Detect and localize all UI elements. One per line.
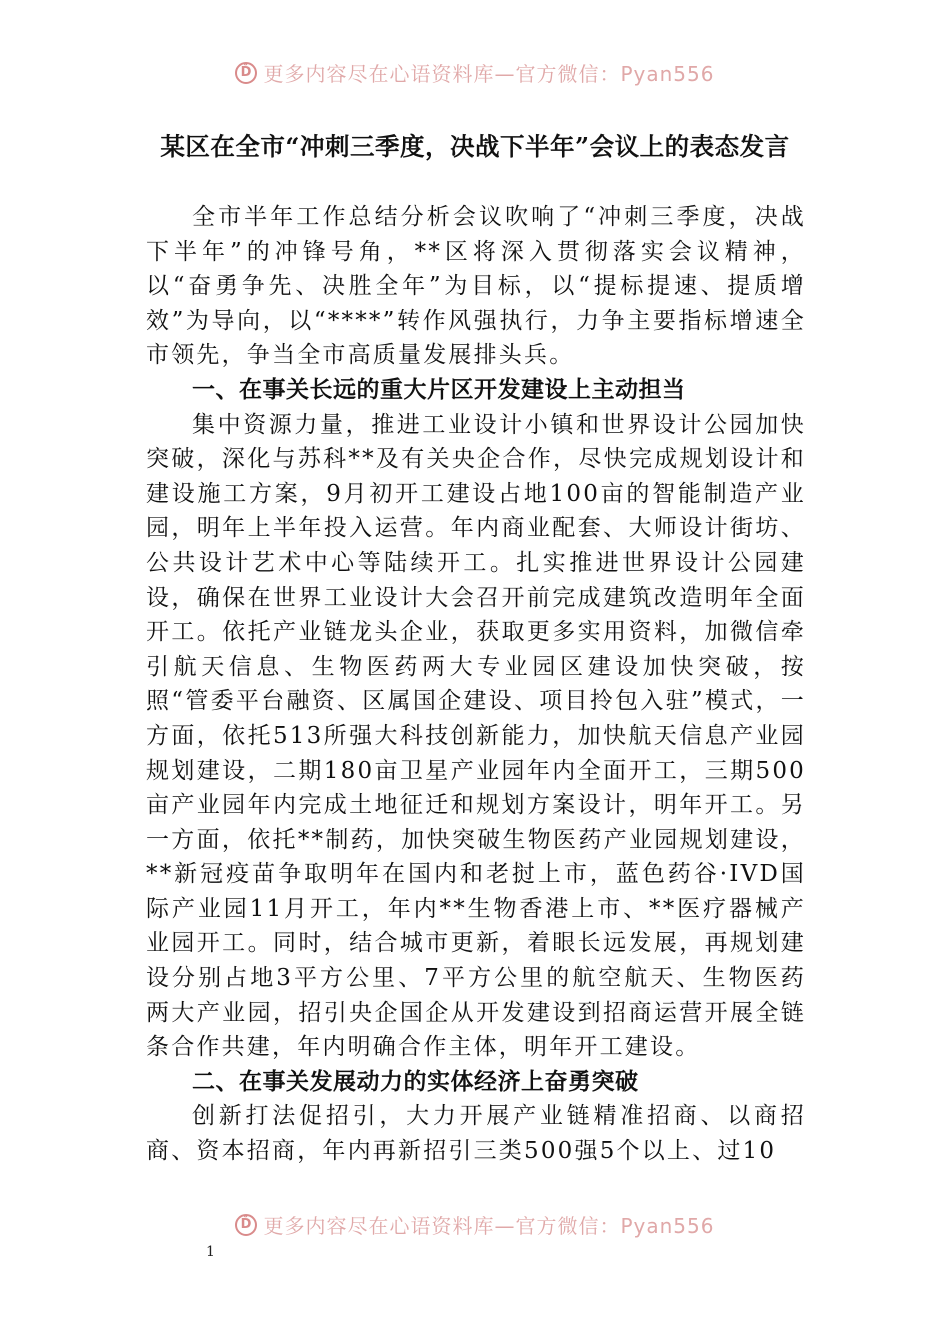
section-heading-1: 一、在事关长远的重大片区开发建设上主动担当 [192,376,686,403]
section-heading-2: 二、在事关发展动力的实体经济上奋勇突破 [192,1068,639,1095]
watermark-text: 更多内容尽在心语资料库—官方微信：Pyan556 [263,1214,715,1238]
watermark-bottom [0,1210,950,1239]
watermark-top [0,58,950,87]
watermark-text: 更多内容尽在心语资料库—官方微信：Pyan556 [263,62,715,86]
intro-paragraph: 全市半年工作总结分析会议吹响了“冲刺三季度，决战下半年”的冲锋号角，**区将深入贯彻落实会议精神，以“奋勇争先、决胜全年”为目标，以“提标提速、提质增效”为导向，以“****”转作风强执行，力争主要指标增速全市领先，争当全市高质量发展排头兵。 [146,204,806,369]
section-2-paragraph: 创新打法促招引，大力开展产业链精准招商、以商招商、资本招商，年内再新招引三类500强5个以上、过10 [146,1103,806,1165]
page-number: 1 [206,1244,215,1260]
section-1-paragraph: 集中资源力量，推进工业设计小镇和世界设计公园加快突破，深化与苏科**及有关央企合作，尽快完成规划设计和建设施工方案，9月初开工建设占地100亩的智能制造产业园，明年上半年投入运营。年内商业配套、大师设计街坊、公共设计艺术中心等陆续开工。扎实推进世界设计公园建设，确保在世界工业设计大会召开前完成建筑改造明年全面开工。依托产业链龙头企业，获取更多实用资料，加微信牵引航天信息、生物医药两大专业园区建设加快突破，按照“管委平台融资、区属国企建设、项目拎包入驻”模式，一方面，依托513所强大科技创新能力，加快航天信息产业园规划建设，二期180亩卫星产业园年内全面开工，三期500亩产业园年内完成土地征迁和规划方案设计，明年开工。另一方面，依托**制药，加快突破生物医药产业园规划建设，**新冠疫苗争取明年在国内和老挝上市，蓝色药谷·IVD国际产业园11月开工，年内**生物香港上市、**医疗器械产业园开工。同时，结合城市更新，着眼长远发展，再规划建设分别占地3平方公里、7平方公里的航空航天、生物医药两大产业园，招引央企国企从开发建设到招商运营开展全链条合作共建，年内明确合作主体，明年开工建设。 [146,411,806,1061]
logo-icon: Ď [235,62,257,84]
document-title: 某区在全市“冲刺三季度，决战下半年”会议上的表态发言 [160,132,790,161]
document-body [146,200,806,1169]
logo-icon: Ď [235,1214,257,1236]
